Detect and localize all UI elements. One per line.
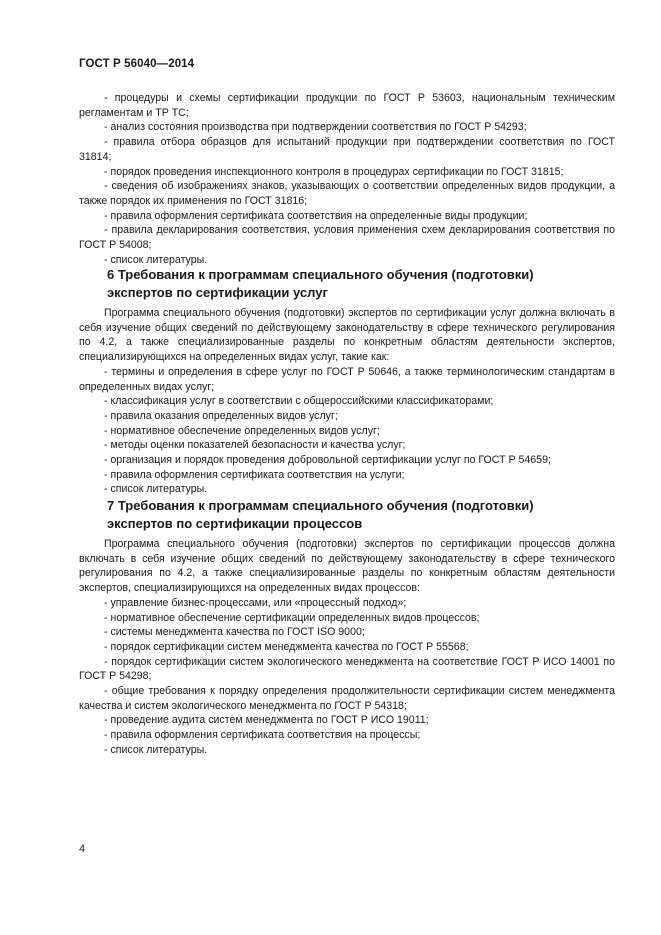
section-6-heading-line1: 6 Требования к программам специального обучения (подготовки) bbox=[107, 267, 534, 282]
list-item: - правила отбора образцов для испытаний продукции при подтверждении соответствия по ГОСТ 31814; bbox=[79, 136, 615, 163]
list-item: - порядок сертификации систем экологического менеджмента на соответствие ГОСТ Р ИСО 14001 по ГОСТ Р 54298; bbox=[79, 655, 615, 683]
list-item: - список литературы. bbox=[104, 253, 208, 266]
section-7-heading-line1: 7 Требования к программам специального обучения (подготовки) bbox=[107, 498, 534, 513]
section-7-heading-line2: экспертов по сертификации процессов bbox=[107, 516, 363, 531]
section-7-body bbox=[79, 537, 615, 758]
section-6-heading-line2: экспертов по сертификации услуг bbox=[107, 285, 328, 300]
list-item: - порядок сертификации систем менеджмента качества по ГОСТ Р 55568; bbox=[104, 640, 469, 653]
list-item: - правила оформления сертификата соответствия на определенные виды продукции; bbox=[104, 209, 528, 222]
list-item: - список литературы. bbox=[104, 483, 208, 496]
list-item: - сведения об изображениях знаков, указывающих о соответствии определенных видов продукции, а также порядок их применения по ГОСТ 31816; bbox=[79, 180, 615, 207]
list-item: - нормативное обеспечение сертификации определенных видов процессов; bbox=[104, 611, 480, 624]
list-item: - список литературы. bbox=[104, 743, 208, 756]
section-6-body bbox=[79, 306, 615, 497]
section-7-intro: Программа специального обучения (подготовки) экспертов по сертификации процессов должна включать в себя изучение общих сведений по действующему законодательству в сфере технического регулирования по 4.2, а также специализированные разделы по конкретным областям деятельности экспертов, специализирующихся на определенных видах процессов: bbox=[79, 538, 615, 595]
list-item: - правила оформления сертификата соответствия на процессы; bbox=[104, 729, 421, 742]
list-item: - классификация услуг в соответствии с общероссийскими классификаторами; bbox=[104, 395, 494, 408]
list-item: - правила декларирования соответствия, условия применения схем декларирования соответствия по ГОСТ Р 54008; bbox=[79, 224, 615, 252]
list-item: - общие требования к порядку определения продолжительности сертификации систем менеджмента качества и систем экологического менеджмента по ГОСТ Р 54318; bbox=[79, 685, 615, 712]
list-item: - правила оформления сертификата соответствия на услуги; bbox=[104, 468, 405, 481]
list-item: - методы оценки показателей безопасности и качества услуг; bbox=[104, 439, 406, 452]
list-item: - правила оказания определенных видов услуг; bbox=[104, 409, 338, 422]
product-certification-topics bbox=[79, 91, 615, 267]
section-6-intro: Программа специального обучения (подготовки) экспертов по сертификации услуг должна включать в себя изучение общих сведений по действующему законодательству в сфере технического регулирования по 4.2, а также специализированные разделы по конкретным областям деятельности экспертов, специализирующихся на определенных видах услуг, такие как: bbox=[79, 307, 615, 364]
list-item: - проведение аудита систем менеджмента по ГОСТ Р ИСО 19011; bbox=[104, 714, 429, 727]
document-header: ГОСТ Р 56040—2014 bbox=[79, 58, 195, 70]
list-item: - порядок проведения инспекционного контроля в процедурах сертификации по ГОСТ 31815; bbox=[104, 165, 564, 178]
list-item: - термины и определения в сфере услуг по ГОСТ Р 50646, а также терминологическим стандартам в определенных видах услуг; bbox=[79, 365, 615, 393]
list-item: - анализ состояния производства при подтверждении соответствия по ГОСТ Р 54293; bbox=[104, 121, 527, 134]
list-item: - процедуры и схемы сертификации продукции по ГОСТ Р 53603, национальным техническим регламентам и ТР ТС; bbox=[79, 92, 615, 119]
section-7-heading bbox=[107, 497, 607, 533]
section-6-heading bbox=[107, 266, 607, 302]
list-item: - системы менеджмента качества по ГОСТ ISO 9000; bbox=[104, 626, 365, 639]
list-item: - управление бизнес-процессами, или «процессный подход»; bbox=[104, 596, 407, 609]
list-item: - организация и порядок проведения добровольной сертификации услуг по ГОСТ Р 54659; bbox=[104, 454, 551, 467]
list-item: - нормативное обеспечение определенных видов услуг; bbox=[104, 424, 380, 437]
page-number: 4 bbox=[79, 843, 86, 855]
